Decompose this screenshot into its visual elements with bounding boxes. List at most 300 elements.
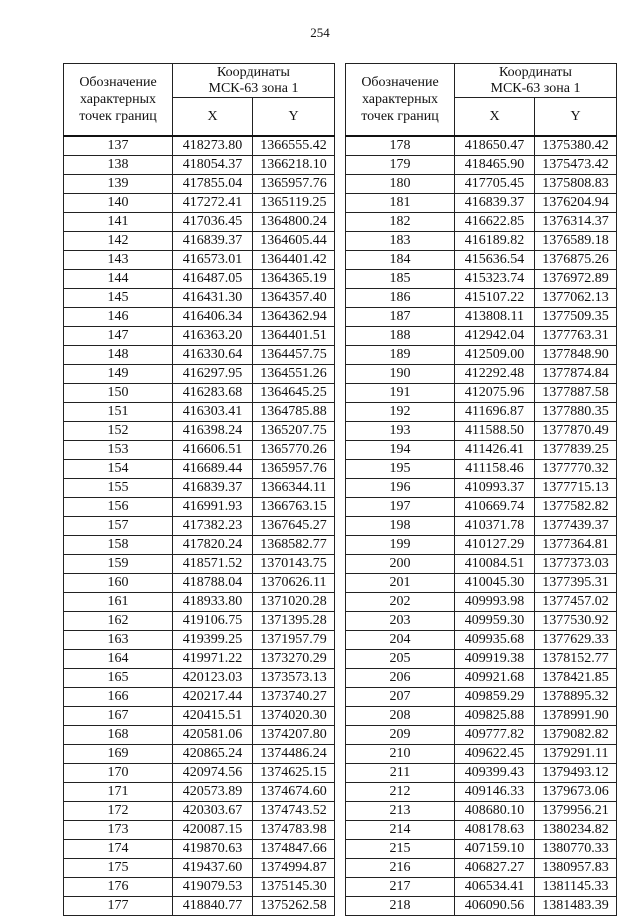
y-column-header: Y	[535, 98, 617, 137]
point-id-cell: 160	[64, 574, 173, 593]
y-coordinate-cell: 1379291.11	[535, 745, 617, 764]
x-coordinate-cell: 409825.88	[455, 707, 535, 726]
x-coordinate-cell: 409993.98	[455, 593, 535, 612]
y-coordinate-cell: 1364645.25	[253, 384, 335, 403]
table-row	[64, 859, 335, 878]
table-row	[64, 289, 335, 308]
table-row	[64, 878, 335, 897]
x-coordinate-cell: 409919.38	[455, 650, 535, 669]
table-row	[346, 650, 617, 669]
point-id-cell: 194	[346, 441, 455, 460]
x-coordinate-cell: 416622.85	[455, 213, 535, 232]
y-coordinate-cell: 1377062.13	[535, 289, 617, 308]
point-id-cell: 151	[64, 403, 173, 422]
point-id-cell: 142	[64, 232, 173, 251]
x-coordinate-cell: 418273.80	[173, 136, 253, 156]
y-coordinate-cell: 1378991.90	[535, 707, 617, 726]
table-row	[346, 479, 617, 498]
y-coordinate-cell: 1375473.42	[535, 156, 617, 175]
table-row	[64, 498, 335, 517]
y-coordinate-cell: 1364785.88	[253, 403, 335, 422]
y-coordinate-cell: 1377763.31	[535, 327, 617, 346]
point-id-cell: 162	[64, 612, 173, 631]
table-row	[64, 441, 335, 460]
coordinates-table-left	[63, 63, 335, 916]
coordinates-table-right	[345, 63, 617, 916]
point-id-cell: 137	[64, 136, 173, 156]
table-row	[346, 783, 617, 802]
point-id-cell: 152	[64, 422, 173, 441]
y-coordinate-cell: 1377582.82	[535, 498, 617, 517]
point-id-cell: 189	[346, 346, 455, 365]
y-coordinate-cell: 1376204.94	[535, 194, 617, 213]
point-id-cell: 185	[346, 270, 455, 289]
y-coordinate-cell: 1375145.30	[253, 878, 335, 897]
y-coordinate-cell: 1371020.28	[253, 593, 335, 612]
point-id-cell: 176	[64, 878, 173, 897]
table-row	[346, 555, 617, 574]
point-id-cell: 157	[64, 517, 173, 536]
x-coordinate-cell: 420303.67	[173, 802, 253, 821]
x-coordinate-cell: 410045.30	[455, 574, 535, 593]
coordinate-system-label: МСК-63 зона 1	[490, 80, 581, 96]
x-coordinate-cell: 416363.20	[173, 327, 253, 346]
x-coordinate-cell: 420087.15	[173, 821, 253, 840]
point-id-cell: 153	[64, 441, 173, 460]
y-coordinate-cell: 1376972.89	[535, 270, 617, 289]
point-id-cell: 187	[346, 308, 455, 327]
point-label-header	[64, 64, 173, 137]
x-coordinate-cell: 417705.45	[455, 175, 535, 194]
table-row	[64, 422, 335, 441]
point-id-cell: 209	[346, 726, 455, 745]
x-coordinate-cell: 416283.68	[173, 384, 253, 403]
y-coordinate-cell: 1377880.35	[535, 403, 617, 422]
y-coordinate-cell: 1375808.83	[535, 175, 617, 194]
coordinates-header-line: Координаты	[499, 64, 572, 80]
table-row	[64, 460, 335, 479]
x-coordinate-cell: 418571.52	[173, 555, 253, 574]
x-coordinate-cell: 418465.90	[455, 156, 535, 175]
point-id-cell: 206	[346, 669, 455, 688]
point-id-cell: 205	[346, 650, 455, 669]
y-coordinate-cell: 1374486.24	[253, 745, 335, 764]
table-row	[346, 536, 617, 555]
table-row	[64, 479, 335, 498]
y-coordinate-cell: 1364365.19	[253, 270, 335, 289]
y-coordinate-cell: 1377887.58	[535, 384, 617, 403]
y-coordinate-cell: 1365207.75	[253, 422, 335, 441]
table-row	[64, 517, 335, 536]
x-coordinate-cell: 418933.80	[173, 593, 253, 612]
point-id-cell: 161	[64, 593, 173, 612]
x-coordinate-cell: 418054.37	[173, 156, 253, 175]
point-id-cell: 216	[346, 859, 455, 878]
table-row	[346, 859, 617, 878]
y-coordinate-cell: 1364362.94	[253, 308, 335, 327]
coordinates-table-body	[64, 136, 335, 916]
y-coordinate-cell: 1379493.12	[535, 764, 617, 783]
x-coordinate-cell: 406090.56	[455, 897, 535, 916]
table-row	[346, 840, 617, 859]
x-coordinate-cell: 410993.37	[455, 479, 535, 498]
point-id-cell: 191	[346, 384, 455, 403]
table-row	[64, 346, 335, 365]
y-coordinate-cell: 1366555.42	[253, 136, 335, 156]
table-row	[64, 612, 335, 631]
table-row	[346, 213, 617, 232]
y-coordinate-cell: 1381145.33	[535, 878, 617, 897]
y-coordinate-cell: 1377509.35	[535, 308, 617, 327]
x-coordinate-cell: 411588.50	[455, 422, 535, 441]
x-coordinate-cell: 409921.68	[455, 669, 535, 688]
header-label-line: Обозначение	[361, 75, 439, 90]
y-coordinate-cell: 1379673.06	[535, 783, 617, 802]
x-coordinate-cell: 418840.77	[173, 897, 253, 916]
point-id-cell: 163	[64, 631, 173, 650]
x-coordinate-cell: 409146.33	[455, 783, 535, 802]
x-coordinate-cell: 415107.22	[455, 289, 535, 308]
y-coordinate-cell: 1370143.75	[253, 555, 335, 574]
y-coordinate-cell: 1377715.13	[535, 479, 617, 498]
y-coordinate-cell: 1364551.26	[253, 365, 335, 384]
y-coordinate-cell: 1377373.03	[535, 555, 617, 574]
x-coordinate-cell: 408178.63	[455, 821, 535, 840]
table-row	[64, 136, 335, 156]
point-id-cell: 192	[346, 403, 455, 422]
point-id-cell: 150	[64, 384, 173, 403]
x-coordinate-cell: 409622.45	[455, 745, 535, 764]
x-coordinate-cell: 420974.56	[173, 764, 253, 783]
x-coordinate-cell: 416839.37	[173, 232, 253, 251]
coordinate-system-label: МСК-63 зона 1	[208, 80, 299, 96]
table-row	[64, 688, 335, 707]
y-coordinate-cell: 1379082.82	[535, 726, 617, 745]
y-coordinate-cell: 1373270.29	[253, 650, 335, 669]
y-coordinate-cell: 1370626.11	[253, 574, 335, 593]
y-coordinate-cell: 1380234.82	[535, 821, 617, 840]
table-row	[346, 289, 617, 308]
point-id-cell: 203	[346, 612, 455, 631]
y-coordinate-cell: 1376314.37	[535, 213, 617, 232]
table-row	[64, 726, 335, 745]
table-row	[346, 612, 617, 631]
y-coordinate-cell: 1364401.51	[253, 327, 335, 346]
y-coordinate-cell: 1375262.58	[253, 897, 335, 916]
y-coordinate-cell: 1371957.79	[253, 631, 335, 650]
table-row	[64, 821, 335, 840]
x-coordinate-cell: 416839.37	[173, 479, 253, 498]
y-coordinate-cell: 1377457.02	[535, 593, 617, 612]
point-id-cell: 169	[64, 745, 173, 764]
point-id-cell: 196	[346, 479, 455, 498]
y-coordinate-cell: 1374207.80	[253, 726, 335, 745]
table-row	[346, 308, 617, 327]
y-coordinate-cell: 1374783.98	[253, 821, 335, 840]
x-coordinate-cell: 410084.51	[455, 555, 535, 574]
x-column-header: X	[173, 98, 253, 137]
point-id-cell: 180	[346, 175, 455, 194]
table-row	[346, 156, 617, 175]
point-id-cell: 167	[64, 707, 173, 726]
y-coordinate-cell: 1374020.30	[253, 707, 335, 726]
y-coordinate-cell: 1373573.13	[253, 669, 335, 688]
point-id-cell: 210	[346, 745, 455, 764]
table-row	[64, 593, 335, 612]
y-coordinate-cell: 1378421.85	[535, 669, 617, 688]
y-coordinate-cell: 1380770.33	[535, 840, 617, 859]
x-coordinate-cell: 416839.37	[455, 194, 535, 213]
table-row	[64, 631, 335, 650]
table-row	[346, 346, 617, 365]
x-coordinate-cell: 420217.44	[173, 688, 253, 707]
x-coordinate-cell: 415636.54	[455, 251, 535, 270]
y-coordinate-cell: 1365119.25	[253, 194, 335, 213]
table-row	[346, 878, 617, 897]
x-coordinate-cell: 413808.11	[455, 308, 535, 327]
point-id-cell: 188	[346, 327, 455, 346]
x-coordinate-cell: 410127.29	[455, 536, 535, 555]
point-id-cell: 190	[346, 365, 455, 384]
table-row	[346, 764, 617, 783]
point-id-cell: 178	[346, 136, 455, 156]
point-id-cell: 208	[346, 707, 455, 726]
point-id-cell: 186	[346, 289, 455, 308]
x-coordinate-cell: 416330.64	[173, 346, 253, 365]
point-id-cell: 174	[64, 840, 173, 859]
point-id-cell: 158	[64, 536, 173, 555]
y-coordinate-cell: 1364605.44	[253, 232, 335, 251]
table-row	[64, 783, 335, 802]
x-coordinate-cell: 419399.25	[173, 631, 253, 650]
point-id-cell: 204	[346, 631, 455, 650]
x-coordinate-cell: 409935.68	[455, 631, 535, 650]
table-row	[346, 593, 617, 612]
point-id-cell: 143	[64, 251, 173, 270]
y-coordinate-cell: 1366344.11	[253, 479, 335, 498]
y-coordinate-cell: 1374743.52	[253, 802, 335, 821]
table-row	[346, 441, 617, 460]
table-row	[64, 802, 335, 821]
x-coordinate-cell: 407159.10	[455, 840, 535, 859]
x-coordinate-cell: 416189.82	[455, 232, 535, 251]
y-coordinate-cell: 1365770.26	[253, 441, 335, 460]
x-coordinate-cell: 410371.78	[455, 517, 535, 536]
table-row	[64, 897, 335, 916]
point-id-cell: 171	[64, 783, 173, 802]
header-label-line: точек границ	[361, 109, 439, 124]
y-coordinate-cell: 1364800.24	[253, 213, 335, 232]
point-id-cell: 195	[346, 460, 455, 479]
point-id-cell: 145	[64, 289, 173, 308]
coordinates-header-line: Координаты	[217, 64, 290, 80]
table-row	[346, 745, 617, 764]
x-coordinate-cell: 419106.75	[173, 612, 253, 631]
y-coordinate-cell: 1377770.32	[535, 460, 617, 479]
y-coordinate-cell: 1365957.76	[253, 175, 335, 194]
x-coordinate-cell: 420123.03	[173, 669, 253, 688]
point-id-cell: 207	[346, 688, 455, 707]
y-coordinate-cell: 1366218.10	[253, 156, 335, 175]
coordinates-header	[455, 64, 617, 98]
table-row	[346, 669, 617, 688]
point-id-cell: 184	[346, 251, 455, 270]
point-id-cell: 214	[346, 821, 455, 840]
x-coordinate-cell: 412509.00	[455, 346, 535, 365]
point-id-cell: 200	[346, 555, 455, 574]
table-row	[64, 251, 335, 270]
header-label-line: характерных	[361, 92, 439, 107]
point-id-cell: 172	[64, 802, 173, 821]
x-coordinate-cell: 417820.24	[173, 536, 253, 555]
y-coordinate-cell: 1364357.40	[253, 289, 335, 308]
y-coordinate-cell: 1367645.27	[253, 517, 335, 536]
y-coordinate-cell: 1377839.25	[535, 441, 617, 460]
x-coordinate-cell: 416606.51	[173, 441, 253, 460]
y-coordinate-cell: 1364401.42	[253, 251, 335, 270]
y-coordinate-cell: 1377629.33	[535, 631, 617, 650]
point-label-header	[346, 64, 455, 137]
point-id-cell: 201	[346, 574, 455, 593]
table-row	[346, 498, 617, 517]
point-id-cell: 149	[64, 365, 173, 384]
point-id-cell: 217	[346, 878, 455, 897]
x-coordinate-cell: 419079.53	[173, 878, 253, 897]
y-coordinate-cell: 1376589.18	[535, 232, 617, 251]
y-coordinate-cell: 1378152.77	[535, 650, 617, 669]
table-row	[346, 270, 617, 289]
point-id-cell: 139	[64, 175, 173, 194]
y-coordinate-cell: 1381483.39	[535, 897, 617, 916]
table-row	[64, 384, 335, 403]
x-coordinate-cell: 412292.48	[455, 365, 535, 384]
table-row	[346, 821, 617, 840]
table-row	[346, 707, 617, 726]
point-id-cell: 141	[64, 213, 173, 232]
table-row	[64, 175, 335, 194]
point-id-cell: 218	[346, 897, 455, 916]
table-row	[346, 802, 617, 821]
table-row	[346, 384, 617, 403]
point-id-cell: 170	[64, 764, 173, 783]
table-row	[64, 555, 335, 574]
table-row	[346, 631, 617, 650]
point-id-cell: 215	[346, 840, 455, 859]
table-row	[64, 213, 335, 232]
point-id-cell: 155	[64, 479, 173, 498]
x-column-header: X	[455, 98, 535, 137]
x-coordinate-cell: 412075.96	[455, 384, 535, 403]
point-id-cell: 144	[64, 270, 173, 289]
x-coordinate-cell: 419870.63	[173, 840, 253, 859]
x-coordinate-cell: 408680.10	[455, 802, 535, 821]
x-coordinate-cell: 416487.05	[173, 270, 253, 289]
table-row	[346, 251, 617, 270]
point-id-cell: 140	[64, 194, 173, 213]
point-id-cell: 154	[64, 460, 173, 479]
table-row	[346, 517, 617, 536]
table-row	[64, 650, 335, 669]
table-row	[64, 327, 335, 346]
y-coordinate-cell: 1374994.87	[253, 859, 335, 878]
point-id-cell: 183	[346, 232, 455, 251]
point-id-cell: 202	[346, 593, 455, 612]
table-row	[346, 726, 617, 745]
point-id-cell: 181	[346, 194, 455, 213]
point-id-cell: 211	[346, 764, 455, 783]
y-coordinate-cell: 1377530.92	[535, 612, 617, 631]
point-id-cell: 166	[64, 688, 173, 707]
table-row	[64, 745, 335, 764]
table-row	[64, 270, 335, 289]
x-coordinate-cell: 420573.89	[173, 783, 253, 802]
table-row	[346, 574, 617, 593]
table-row	[64, 574, 335, 593]
x-coordinate-cell: 418788.04	[173, 574, 253, 593]
x-coordinate-cell: 409859.29	[455, 688, 535, 707]
header-label-line: характерных	[79, 92, 157, 107]
y-coordinate-cell: 1373740.27	[253, 688, 335, 707]
table-row	[346, 175, 617, 194]
x-coordinate-cell: 416991.93	[173, 498, 253, 517]
x-coordinate-cell: 417272.41	[173, 194, 253, 213]
y-coordinate-cell: 1368582.77	[253, 536, 335, 555]
y-coordinate-cell: 1377439.37	[535, 517, 617, 536]
y-coordinate-cell: 1374674.60	[253, 783, 335, 802]
x-coordinate-cell: 406827.27	[455, 859, 535, 878]
x-coordinate-cell: 406534.41	[455, 878, 535, 897]
table-row	[346, 897, 617, 916]
table-row	[64, 156, 335, 175]
y-coordinate-cell: 1379956.21	[535, 802, 617, 821]
header-label-line: точек границ	[79, 109, 157, 124]
x-coordinate-cell: 415323.74	[455, 270, 535, 289]
table-row	[64, 764, 335, 783]
point-id-cell: 212	[346, 783, 455, 802]
x-coordinate-cell: 410669.74	[455, 498, 535, 517]
point-id-cell: 164	[64, 650, 173, 669]
table-row	[64, 308, 335, 327]
y-column-header: Y	[253, 98, 335, 137]
point-id-cell: 175	[64, 859, 173, 878]
x-coordinate-cell: 418650.47	[455, 136, 535, 156]
table-row	[64, 232, 335, 251]
point-id-cell: 147	[64, 327, 173, 346]
y-coordinate-cell: 1366763.15	[253, 498, 335, 517]
x-coordinate-cell: 416398.24	[173, 422, 253, 441]
point-id-cell: 193	[346, 422, 455, 441]
table-row	[64, 707, 335, 726]
y-coordinate-cell: 1380957.83	[535, 859, 617, 878]
point-id-cell: 159	[64, 555, 173, 574]
table-row	[346, 327, 617, 346]
point-id-cell: 177	[64, 897, 173, 916]
table-row	[64, 194, 335, 213]
x-coordinate-cell: 420865.24	[173, 745, 253, 764]
x-coordinate-cell: 409777.82	[455, 726, 535, 745]
table-row	[346, 232, 617, 251]
x-coordinate-cell: 416406.34	[173, 308, 253, 327]
point-id-cell: 146	[64, 308, 173, 327]
x-coordinate-cell: 411696.87	[455, 403, 535, 422]
coordinates-header	[173, 64, 335, 98]
table-row	[64, 403, 335, 422]
x-coordinate-cell: 417036.45	[173, 213, 253, 232]
point-id-cell: 179	[346, 156, 455, 175]
point-id-cell: 173	[64, 821, 173, 840]
y-coordinate-cell: 1375380.42	[535, 136, 617, 156]
y-coordinate-cell: 1364457.75	[253, 346, 335, 365]
